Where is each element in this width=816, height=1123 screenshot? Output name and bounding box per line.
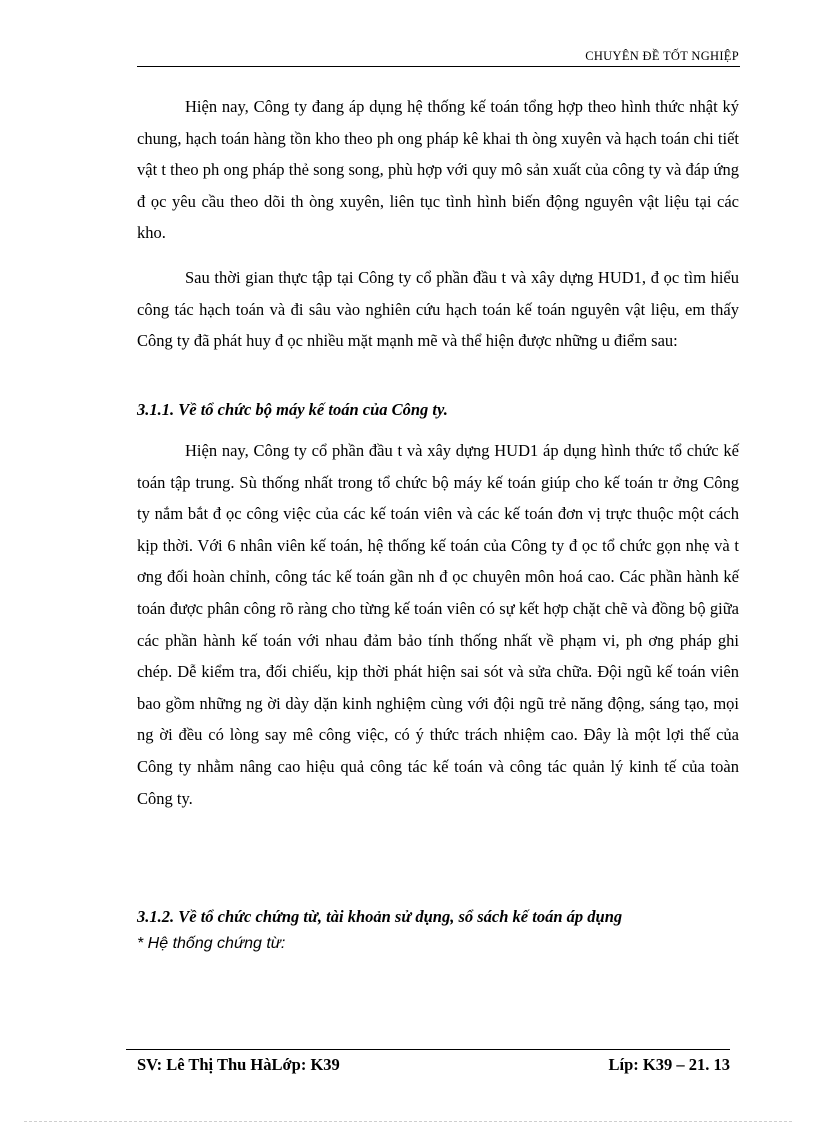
footer-student: SV: Lê Thị Thu HàLớp: K39 xyxy=(137,1055,340,1074)
header-title: CHUYÊN ĐỀ TỐT NGHIỆP xyxy=(585,49,739,63)
paragraph-3: Hiện nay, Công ty cổ phần đầu t và xây dựng HUD1 áp dụng hình thức tổ chức kế toán tập trung. Sù thống nhất trong tổ chức bộ máy kế toán giúp cho kế toán tr ởng Công ty nắm bắt đ ọc công việc của các kế toán viên và các kế toán đơn vị trực thuộc một cách kịp thời. Với 6 nhân viên kế toán, hệ thống kế toán của Công ty đ ọc tổ chức gọn nhẹ và t ơng đối hoàn chỉnh, công tác kế toán gần nh đ ọc chuyên môn hoá cao. Các phần hành kế toán được phân công rõ ràng cho từng kế toán viên có sự kết hợp chặt chẽ và đồng bộ giữa các phần hành kế toán với nhau đảm bảo tính thống nhất về phạm vi, ph ơng pháp ghi chép. Dễ kiểm tra, đối chiếu, kịp thời phát hiện sai sót và sửa chữa. Đội ngũ kế toán viên bao gồm những ng ời dày dặn kinh nghiệm cùng với đội ngũ trẻ năng động, sáng tạo, mọi ng ời đều có lòng say mê công việc, có ý thức trách nhiệm cao. Đây là một lợi thế của Công ty nhằm nâng cao hiệu quả công tác kế toán và công tác quản lý kinh tế của toàn Công ty. xyxy=(137,441,739,808)
intro-section-2 xyxy=(137,262,739,357)
intro-section xyxy=(137,91,739,249)
footer-divider xyxy=(126,1049,730,1050)
paragraph-1: Hiện nay, Công ty đang áp dụng hệ thống kế toán tổng hợp theo hình thức nhật ký chung, hạch toán hàng tồn kho theo ph ong pháp kê khai th òng xuyên và hạch toán chi tiết vật t theo ph ong pháp thẻ song song, phù hợp với quy mô sản xuất của công ty và đáp ứng đ ọc yêu cầu theo dõi th òng xuyên, liên tục tình hình biến động nguyên vật liệu tại các kho. xyxy=(137,97,739,243)
page-bottom-edge xyxy=(24,1121,792,1122)
section-3-1-1-body xyxy=(137,435,739,814)
section-heading-3-1-2: 3.1.2. Về tổ chức chứng từ, tài khoản sử dụng, sổ sách kế toán áp dụng xyxy=(137,907,623,926)
header-divider xyxy=(137,66,740,67)
section-heading-3-1-1: 3.1.1. Về tổ chức bộ máy kế toán của Công ty. xyxy=(137,400,448,419)
footer-class: Líp: K39 – 21. 13 xyxy=(608,1055,730,1074)
subheading-chung-tu: * Hệ thống chứng từ: xyxy=(137,935,286,952)
paragraph-2: Sau thời gian thực tập tại Công ty cổ phần đầu t và xây dựng HUD1, đ ọc tìm hiểu công tác hạch toán và đi sâu vào nghiên cứu hạch toán kế toán nguyên vật liệu, em thấy Công ty đã phát huy đ ọc nhiều mặt mạnh mẽ và thể hiện được những u điểm sau: xyxy=(137,268,739,351)
